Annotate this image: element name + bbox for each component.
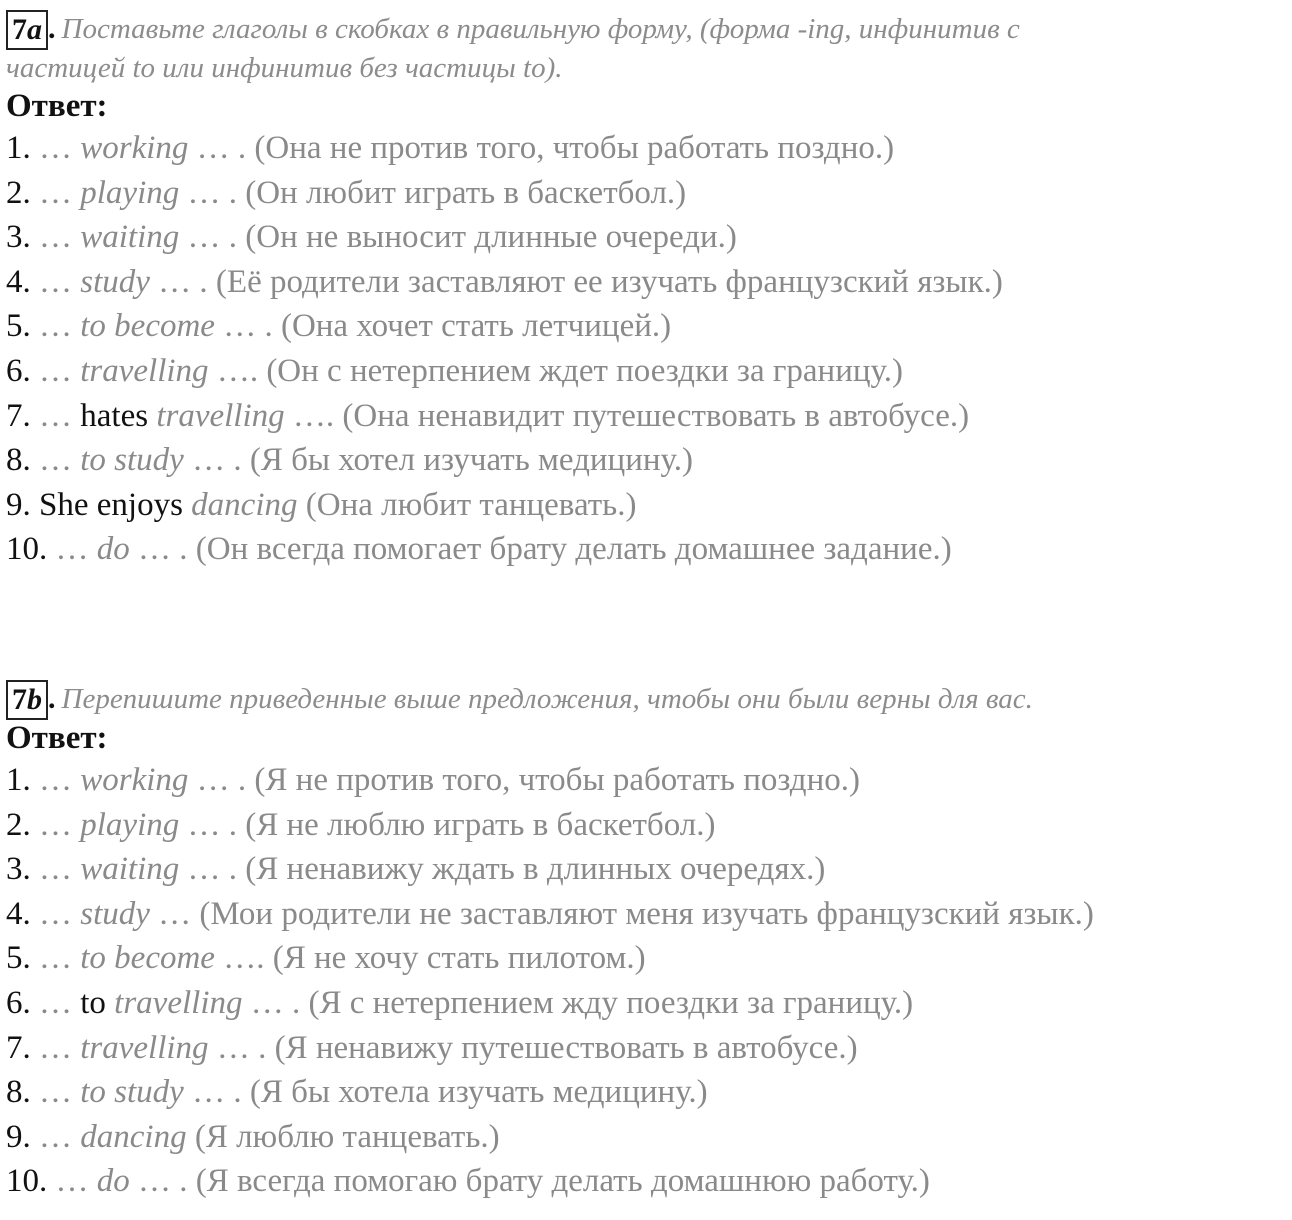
answer-translation: … . (Её родители заставляют ее изучать французский язык.) — [149, 263, 1003, 300]
answer-item — [6, 758, 1290, 803]
answer-number: 1. — [6, 762, 31, 798]
task-7b — [6, 678, 1290, 1204]
task-7b-answer-label: Ответ: — [6, 720, 108, 756]
answer-verb: study — [80, 263, 150, 300]
answer-ellipsis: … — [47, 1163, 97, 1200]
answer-item — [6, 126, 1290, 171]
answer-ellipsis: … — [30, 1118, 81, 1155]
answer-ellipsis: … — [30, 442, 81, 479]
answer-ellipsis: … — [30, 762, 81, 798]
answer-number: 5. — [6, 308, 31, 345]
task-7b-number: 7 — [12, 683, 27, 716]
answer-verb: travelling — [156, 397, 285, 434]
answer-translation: (Она любит танцевать.) — [297, 486, 637, 523]
answer-translation: … . (Я всегда помогаю брату делать домашнюю работу.) — [129, 1163, 930, 1200]
answer-number: 10. — [6, 1163, 48, 1200]
answer-translation: … . (Я бы хотела изучать медицину.) — [183, 1074, 708, 1111]
answer-verb: travelling — [80, 1029, 209, 1066]
answer-ellipsis: … — [30, 940, 81, 977]
answer-verb: study — [80, 895, 150, 932]
answer-verb: dancing — [80, 1118, 187, 1155]
answer-translation: … . (Она не против того, чтобы работать поздно.) — [188, 130, 895, 166]
answer-number: 6. — [6, 984, 31, 1021]
answer-ellipsis: … — [30, 895, 81, 932]
answer-number: 10. — [6, 531, 48, 568]
answer-translation: …. (Она ненавидит путешествовать в автобусе.) — [284, 397, 970, 434]
answer-ellipsis: … — [30, 984, 81, 1021]
task-7a-instruction-line2: частицей to или инфинитив без частицы to). — [6, 52, 563, 84]
answer-translation: … . (Он не выносит длинные очереди.) — [179, 219, 737, 256]
answer-item — [6, 803, 1290, 848]
task-7b-number-box — [6, 680, 48, 720]
answer-ellipsis: … — [30, 174, 81, 211]
answer-number: 8. — [6, 442, 31, 479]
answer-translation: … . (Я бы хотел изучать медицину.) — [183, 442, 693, 479]
task-7a-header — [6, 8, 1290, 50]
answer-ellipsis: … — [47, 531, 97, 568]
answer-number: 3. — [6, 219, 31, 256]
answer-translation: … . (Он любит играть в баскетбол.) — [179, 174, 687, 211]
answer-translation: (Я люблю танцевать.) — [186, 1118, 500, 1155]
answer-number: 1. — [6, 130, 31, 166]
answer-verb: dancing — [191, 486, 298, 523]
task-7a — [6, 8, 1290, 572]
answer-verb: travelling — [114, 984, 243, 1021]
answer-item — [6, 527, 1290, 572]
answer-translation: …. (Я не хочу стать пилотом.) — [214, 940, 646, 977]
answer-ellipsis: … — [30, 130, 81, 166]
answer-translation: … . (Я с нетерпением жду поездки за границу.) — [242, 984, 914, 1021]
answer-number: 4. — [6, 263, 31, 300]
answer-number: 2. — [6, 806, 31, 843]
answer-item — [6, 892, 1290, 937]
answer-ellipsis: … — [30, 308, 81, 345]
answer-subject: hates — [80, 397, 157, 434]
answer-number: 7. — [6, 1029, 31, 1066]
answer-ellipsis: … — [30, 397, 81, 434]
answer-translation: … (Мои родители не заставляют меня изучать французский язык.) — [149, 895, 1094, 932]
task-7b-instruction-line1: Перепишите приведенные выше предложения, чтобы они были верны для вас. — [61, 683, 1033, 715]
answer-verb: travelling — [80, 352, 209, 389]
answer-item — [6, 349, 1290, 394]
answer-ellipsis: … — [30, 1029, 81, 1066]
answer-translation: … . (Он всегда помогает брату делать домашнее задание.) — [129, 531, 952, 568]
answer-ellipsis: … — [30, 851, 81, 888]
answer-number: 5. — [6, 940, 31, 977]
answer-verb: working — [80, 762, 189, 798]
answer-translation: … . (Я ненавижу путешествовать в автобусе.) — [208, 1029, 858, 1066]
answer-translation: … . (Я не против того, чтобы работать поздно.) — [188, 762, 860, 798]
task-7a-answer-list — [6, 126, 1290, 572]
answer-subject: to — [80, 984, 115, 1021]
task-7b-letter: b — [27, 683, 42, 716]
task-7a-answer-label: Ответ: — [6, 88, 108, 124]
answer-number: 3. — [6, 851, 31, 888]
answer-number: 9. — [6, 486, 31, 523]
answer-verb: waiting — [80, 219, 180, 256]
answer-ellipsis — [31, 487, 39, 523]
answer-item — [6, 1115, 1290, 1160]
answer-translation: …. (Он с нетерпением ждет поездки за границу.) — [208, 352, 903, 389]
answer-translation: … . (Я не люблю играть в баскетбол.) — [179, 806, 716, 843]
answer-ellipsis: … — [30, 1074, 81, 1111]
answer-number: 2. — [6, 174, 31, 211]
answer-item — [6, 438, 1290, 483]
answer-ellipsis: … — [30, 219, 81, 256]
answer-verb: playing — [80, 806, 180, 843]
task-7b-dot: . — [48, 682, 56, 715]
answer-verb: playing — [80, 174, 180, 211]
answer-item — [6, 394, 1290, 439]
answer-translation: … . (Она хочет стать летчицей.) — [214, 308, 672, 345]
answer-item — [6, 483, 1290, 528]
answer-verb: do — [96, 531, 130, 568]
answer-item — [6, 1026, 1290, 1071]
task-7a-letter: a — [27, 13, 42, 46]
answer-translation: … . (Я ненавижу ждать в длинных очередях.) — [179, 851, 826, 888]
answer-item — [6, 215, 1290, 260]
answer-ellipsis: … — [30, 806, 81, 843]
answer-number: 9. — [6, 1118, 31, 1155]
answer-verb: to study — [80, 1074, 184, 1111]
answer-item — [6, 1070, 1290, 1115]
answer-verb: to become — [80, 308, 215, 345]
answer-item — [6, 171, 1290, 216]
answer-number: 8. — [6, 1074, 31, 1111]
task-7a-number: 7 — [12, 13, 27, 46]
answer-item — [6, 260, 1290, 305]
answer-item — [6, 1159, 1290, 1204]
answer-verb: waiting — [80, 851, 180, 888]
answer-subject: She enjoys — [39, 486, 192, 523]
answer-ellipsis: … — [30, 352, 81, 389]
answer-verb: working — [80, 130, 189, 166]
task-7a-dot: . — [48, 12, 56, 45]
answer-ellipsis: … — [30, 263, 81, 300]
task-7a-instruction-line1: Поставьте глаголы в скобках в правильную форму, (форма -ing, инфинитив с — [61, 13, 1020, 45]
answer-number: 7. — [6, 397, 31, 434]
answer-verb: to study — [80, 442, 184, 479]
answer-item — [6, 304, 1290, 349]
answer-item — [6, 847, 1290, 892]
task-7b-answer-list — [6, 758, 1290, 1204]
answer-verb: do — [96, 1163, 130, 1200]
answer-verb: to become — [80, 940, 215, 977]
answer-number: 6. — [6, 352, 31, 389]
task-7a-number-box — [6, 10, 48, 50]
answer-item — [6, 981, 1290, 1026]
answer-item — [6, 936, 1290, 981]
answer-number: 4. — [6, 895, 31, 932]
task-7b-header — [6, 678, 1290, 720]
